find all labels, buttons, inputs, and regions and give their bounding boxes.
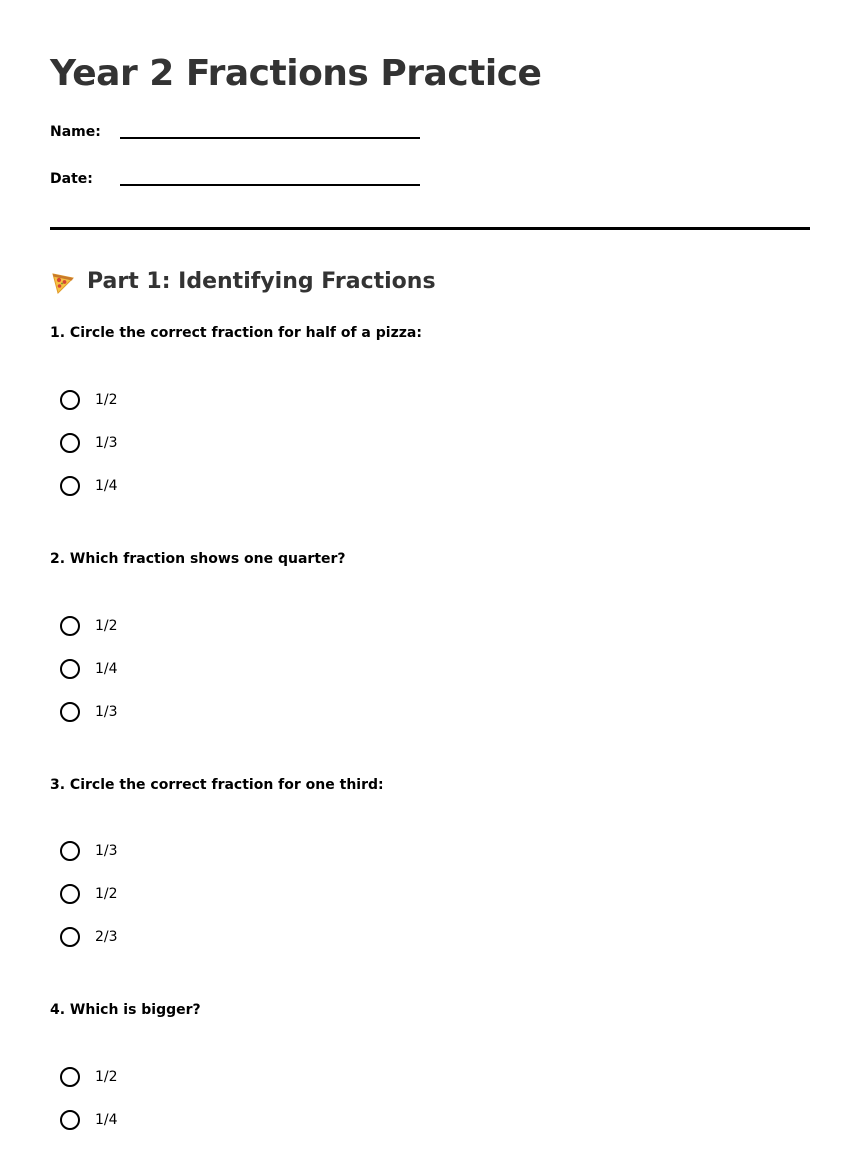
option-label: 1/4: [95, 661, 118, 677]
question-text: 2. Which fraction shows one quarter?: [50, 551, 346, 567]
radio-button[interactable]: [60, 1067, 80, 1087]
pizza-icon: [50, 269, 76, 295]
name-label: Name:: [50, 124, 101, 140]
option-q2-b[interactable]: [60, 656, 118, 682]
page-title: Year 2 Fractions Practice: [50, 53, 542, 94]
radio-button[interactable]: [60, 616, 80, 636]
name-field[interactable]: [50, 123, 450, 153]
option-label: 1/2: [95, 618, 118, 634]
option-q3-b[interactable]: [60, 881, 118, 907]
radio-button[interactable]: [60, 702, 80, 722]
radio-button[interactable]: [60, 390, 80, 410]
question-text: 1. Circle the correct fraction for half of a pizza:: [50, 325, 422, 341]
option-q4-a[interactable]: [60, 1064, 118, 1090]
question-text: 3. Circle the correct fraction for one third:: [50, 777, 384, 793]
radio-button[interactable]: [60, 1110, 80, 1130]
radio-button[interactable]: [60, 927, 80, 947]
date-label: Date:: [50, 171, 93, 187]
option-label: 1/4: [95, 1112, 118, 1128]
option-q2-c[interactable]: [60, 699, 118, 725]
option-label: 1/2: [95, 392, 118, 408]
option-label: 1/3: [95, 843, 118, 859]
option-label: 1/2: [95, 886, 118, 902]
section-heading: [50, 266, 436, 298]
section-title: Part 1: Identifying Fractions: [87, 269, 436, 294]
name-input-line[interactable]: [120, 137, 420, 139]
option-label: 1/4: [95, 478, 118, 494]
option-q1-c[interactable]: [60, 473, 118, 499]
date-input-line[interactable]: [120, 184, 420, 186]
option-q3-a[interactable]: [60, 838, 118, 864]
option-label: 1/3: [95, 704, 118, 720]
option-q2-a[interactable]: [60, 613, 118, 639]
radio-button[interactable]: [60, 476, 80, 496]
option-label: 1/2: [95, 1069, 118, 1085]
option-q1-a[interactable]: [60, 387, 118, 413]
option-q1-b[interactable]: [60, 430, 118, 456]
date-field[interactable]: [50, 170, 450, 200]
radio-button[interactable]: [60, 433, 80, 453]
option-q3-c[interactable]: [60, 924, 118, 950]
radio-button[interactable]: [60, 841, 80, 861]
option-q4-b[interactable]: [60, 1107, 118, 1133]
header-divider: [50, 227, 810, 230]
radio-button[interactable]: [60, 659, 80, 679]
option-label: 1/3: [95, 435, 118, 451]
option-label: 2/3: [95, 929, 118, 945]
question-text: 4. Which is bigger?: [50, 1002, 201, 1018]
radio-button[interactable]: [60, 884, 80, 904]
